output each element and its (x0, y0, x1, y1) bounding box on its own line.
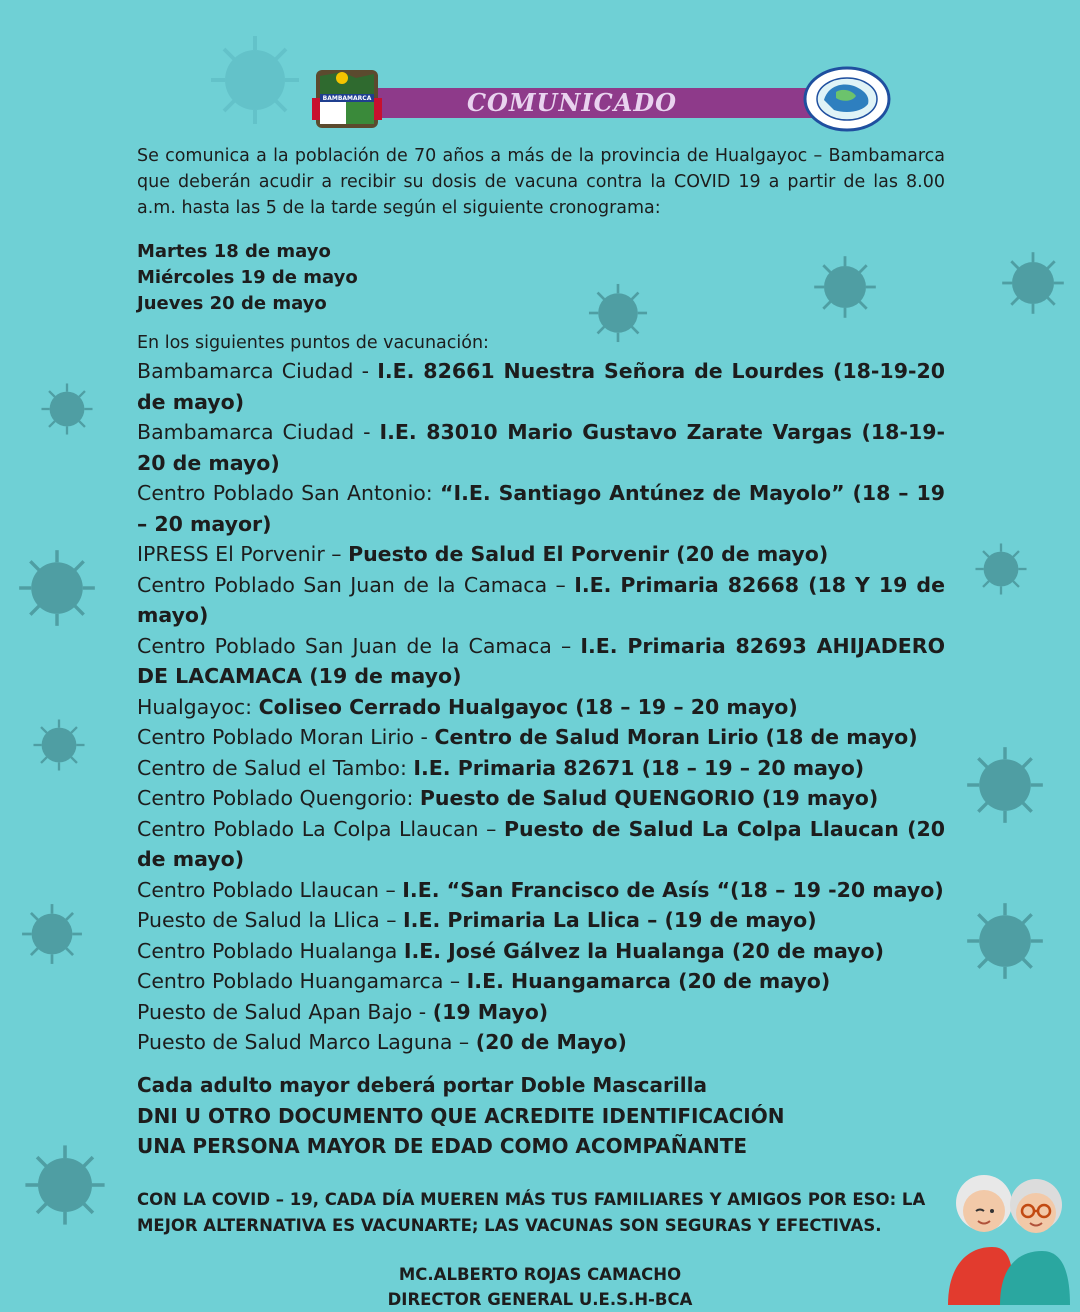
virus-icon (972, 540, 1030, 598)
site-place: Centro Poblado San Antonio: (137, 481, 441, 505)
date-item: Miércoles 19 de mayo (137, 267, 358, 288)
list-item (137, 875, 945, 906)
list-item (137, 783, 945, 814)
date-item: Martes 18 de mayo (137, 241, 331, 262)
schedule-dates (137, 239, 537, 317)
site-place: Puesto de Salud Apan Bajo - (137, 999, 433, 1024)
site-place: Centro de Salud el Tambo: (137, 755, 414, 780)
virus-icon (14, 545, 100, 631)
virus-icon (38, 380, 96, 438)
requirement-item: Cada adulto mayor deberá portar Doble Mascarilla (137, 1073, 707, 1097)
page-title: COMUNICADO (466, 88, 678, 117)
site-detail: I.E. José Gálvez la Hualanga (20 de mayo) (403, 938, 884, 963)
virus-icon (205, 30, 305, 130)
list-item (137, 539, 945, 570)
list-item (137, 753, 945, 784)
points-intro: En los siguientes puntos de vacunación: (137, 333, 489, 353)
site-place: Bambamarca Ciudad - (137, 420, 380, 444)
site-detail: I.E. 82661 Nuestra Señora de Lourdes (18-19-20 de mayo) (137, 359, 945, 414)
virus-icon (962, 898, 1048, 984)
virus-icon (810, 252, 880, 322)
site-detail: Centro de Salud Moran Lirio (18 de mayo) (434, 725, 918, 749)
list-item (137, 814, 945, 875)
site-place: Centro Poblado Hualanga (137, 938, 404, 963)
health-unit-logo (802, 66, 892, 132)
virus-icon (30, 716, 88, 774)
virus-icon (18, 900, 86, 968)
site-place: Puesto de Salud Marco Laguna – (137, 1030, 476, 1054)
requirements-list (137, 1070, 937, 1162)
list-item (137, 570, 945, 631)
site-detail: I.E. Primaria La Llica – (19 de mayo) (403, 908, 817, 932)
list-item (137, 692, 945, 723)
site-detail: I.E. Primaria 82668 (18 Y 19 de mayo) (137, 572, 945, 627)
site-place: Centro Poblado La Colpa Llaucan – (137, 816, 504, 841)
header (312, 66, 897, 132)
municipal-shield-logo (312, 68, 382, 130)
site-place: Centro Poblado Llaucan – (137, 877, 403, 902)
list-item (137, 417, 945, 478)
site-detail: “I.E. Santiago Antúnez de Mayolo” (18 – 19 – 20 mayor) (137, 481, 946, 536)
site-place: IPRESS El Porvenir – (137, 542, 349, 566)
list-item (137, 722, 945, 753)
site-detail: Puesto de Salud QUENGORIO (19 mayo) (419, 786, 879, 810)
requirement-item: UNA PERSONA MAYOR DE EDAD COMO ACOMPAÑANTE (137, 1134, 748, 1158)
requirement-item: DNI U OTRO DOCUMENTO QUE ACREDITE IDENTIFICACIÓN (137, 1103, 785, 1128)
list-item (137, 631, 945, 692)
elderly-couple-illustration (948, 1155, 1070, 1305)
signature-block (300, 1262, 780, 1312)
virus-icon (20, 1140, 110, 1230)
signatory-title: DIRECTOR GENERAL U.E.S.H-BCA (387, 1290, 693, 1309)
site-detail: I.E. 83010 Mario Gustavo Zarate Vargas (18-19-20 de mayo) (137, 420, 945, 475)
virus-icon (585, 280, 651, 346)
list-item (137, 936, 945, 967)
list-item (137, 478, 945, 539)
site-place: Centro Poblado San Juan de la Camaca – (137, 633, 581, 658)
site-place: Centro Poblado Moran Lirio - (137, 725, 435, 749)
svg-text:BAMBAMARCA: BAMBAMARCA (322, 95, 372, 102)
list-item (137, 1027, 945, 1058)
intro-paragraph: Se comunica a la población de 70 años a más de la provincia de Hualgayoc – Bambamarca que deberán acudir a recibir su dosis de vacuna contra la COVID 19 a partir de las 8.00 a.m. hasta las 5 de la tarde según el siguiente cronograma: (137, 146, 945, 218)
site-detail: I.E. “San Francisco de Asís “(18 – 19 -20 mayo) (402, 877, 944, 902)
virus-icon (962, 742, 1048, 828)
site-place: Centro Poblado Huangamarca – (137, 969, 467, 993)
site-detail: I.E. Huangamarca (20 de mayo) (466, 969, 831, 993)
signatory-name: MC.ALBERTO ROJAS CAMACHO (398, 1265, 682, 1284)
site-detail: I.E. Primaria 82671 (18 – 19 – 20 mayo) (413, 755, 865, 780)
site-detail: (19 Mayo) (432, 999, 549, 1024)
site-detail: Puesto de Salud La Colpa Llaucan (20 de mayo) (137, 816, 945, 871)
site-place: Centro Poblado San Juan de la Camaca – (137, 572, 575, 597)
site-detail: Puesto de Salud El Porvenir (20 de mayo) (348, 542, 829, 566)
list-item (137, 966, 945, 997)
list-item (137, 356, 945, 417)
site-detail: (20 de Mayo) (475, 1030, 627, 1054)
site-place: Hualgayoc: (137, 694, 259, 719)
site-detail: I.E. Primaria 82693 AHIJADERO DE LACAMACA (19 de mayo) (137, 633, 945, 688)
site-place: Centro Poblado Quengorio: (137, 786, 420, 810)
vaccination-sites-list (137, 356, 945, 1058)
list-item (137, 997, 945, 1028)
date-item: Jueves 20 de mayo (137, 293, 327, 314)
warning-message: CON LA COVID – 19, CADA DÍA MUEREN MÁS TUS FAMILIARES Y AMIGOS POR ESO: LA MEJOR ALTERNATIVA ES VACUNARTE; LAS VACUNAS SON SEGURAS Y EFECTIVAS. (137, 1190, 926, 1235)
site-place: Puesto de Salud la Llica – (137, 908, 404, 932)
list-item (137, 905, 945, 936)
site-detail: Coliseo Cerrado Hualgayoc (18 – 19 – 20 mayo) (258, 694, 798, 719)
virus-icon (998, 248, 1068, 318)
site-place: Bambamarca Ciudad - (137, 359, 378, 383)
